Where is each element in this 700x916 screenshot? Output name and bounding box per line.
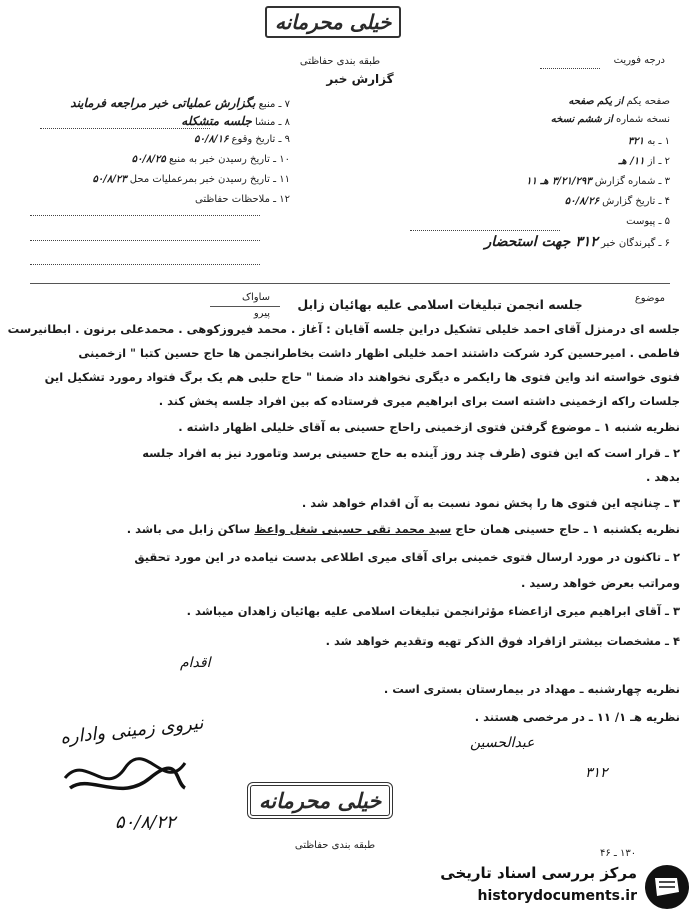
dotline-attachment <box>410 230 560 231</box>
field-received-date: ۱۰ ـ تاریخ رسیدن خبر به منبع ۵۰/۸/۲۵ <box>131 154 290 165</box>
body-line-2: فاطمی . امیرحسین کرد شرکت داشتند احمد خلیلی اظهار داشت بخاطرانجمن ها حاج حسین کتبا " ازخمینی <box>78 346 680 360</box>
subject-text: جلسه انجمن تبلیغات اسلامی علیه بهائیان زابل <box>297 297 583 312</box>
priority-label: درجه فوریت <box>613 55 665 66</box>
subject-side-1: ساواک <box>242 292 270 303</box>
bottom-secret-stamp <box>250 785 390 816</box>
field-source: ۷ ـ منبع بگزارش عملیاتی خبر مراجعه فرمایند <box>70 96 290 110</box>
bottom-stamp-text: خیلی محرمانه <box>259 788 382 813</box>
field-from: ۲ ـ از ۱۱/ هـ <box>618 156 670 167</box>
remark-sunday-2a: ۲ ـ تاکنون در مورد ارسال فتوی خمینی برای آقای میری اطلاعی بدست نیامده در این مورد تحقیق <box>134 550 680 564</box>
remark-saturday-1: نظریه شنبه ۱ ـ موضوع گرفتن فتوی ازخمینی راحاج حسینی به آقای خلیلی اظهار داشته . <box>178 420 680 434</box>
brand-watermark <box>410 862 695 912</box>
field-occurrence-date: ۹ ـ تاریخ وقوع ۵۰/۸/۱۶ <box>194 134 290 145</box>
top-stamp-text: خیلی محرمانه <box>275 10 392 34</box>
dotline-notes-3 <box>30 264 260 265</box>
handwritten-date: ۵۰/۸/۲۲ <box>115 812 176 833</box>
field-attachment: ۵ ـ پیوست <box>626 216 670 227</box>
subject-label: موضوع <box>634 293 665 304</box>
field-received-local-date: ۱۱ ـ تاریخ رسیدن خبر بمرعملیات محل ۵۰/۸/۲۳ <box>92 174 290 185</box>
left-handwritten-note: نیروی زمینی واداره <box>59 712 205 749</box>
footer-classification: طبقه بندی حفاظتی <box>294 840 376 851</box>
report-title: گزارش خبر <box>326 72 394 86</box>
right-signature: عبدالحسین <box>470 735 535 751</box>
brand-logo-icon <box>641 862 693 912</box>
dotline-notes-2 <box>30 240 260 241</box>
brand-url: historydocuments.ir <box>477 888 637 904</box>
dotline-notes-1 <box>30 215 260 216</box>
remark-sunday-4: ۴ ـ مشخصات بیشتر ازافراد فوق الذکر تهیه وتقدیم خواهد شد . <box>325 634 680 648</box>
field-recipients: ۶ ـ گیرندگان خبر ۳۱۲ جهت استحضار <box>484 234 670 250</box>
remark-sunday-1: نظریه یکشنبه ۱ ـ حاج حسینی همان حاج سید محمد تقی حسینی شغل واعظ ساکن زابل می باشد . <box>126 522 680 536</box>
field-copy-number: نسخه شماره از ششم نسخه <box>550 114 670 125</box>
classification-label: طبقه بندی حفاظتی <box>299 56 381 67</box>
header-separator <box>30 283 670 284</box>
remark-sunday-2b: ومراتب بعرض خواهد رسید . <box>521 576 680 590</box>
dotline-origin <box>40 128 210 129</box>
field-report-date: ۴ ـ تاریخ گزارش ۵۰/۸/۲۶ <box>564 196 670 207</box>
remark-sunday-3: ۳ ـ آقای ابراهیم میری ازاعضاء مؤثرانجمن تبلیغات اسلامی علیه بهائیان زاهدان میباشد . <box>186 604 680 618</box>
page-number: ۱۳۰ ـ ۴۶ <box>600 848 637 859</box>
field-to: ۱ ـ به ۳۲۱ <box>627 136 670 147</box>
body-line-3: فتوی خواسته اند واین فتوی ها رایکمر ه دیگری نخواهند داد ضمنا " حاج حلبی هم یک برگ فتواد رمورد تشکیل این <box>44 370 680 384</box>
remark-saturday-2a: ۲ ـ قرار است که این فتوی (ظرف چند روز آینده به حاج حسینی برسد وتامورد نیز به افراد جلسه <box>142 446 680 460</box>
top-secret-stamp <box>265 6 401 38</box>
field-report-number: ۳ ـ شماره گزارش ۳/۲۱/۲۹۳ هـ ۱۱ <box>526 176 670 187</box>
remark-wednesday: نظریه چهارشنبه ـ مهداد در بیمارستان بستری است . <box>383 682 680 696</box>
right-signature-code: ۳۱۲ <box>585 765 608 781</box>
subject-side-divider <box>210 306 280 307</box>
field-origin: ۸ ـ منشا جلسه متشکله <box>181 114 290 128</box>
remark-saturday-3: ۳ ـ چنانچه این فتوی ها را پخش نمود نسبت به آن اقدام خواهد شد . <box>301 496 680 510</box>
body-line-4: جلسات راکه ازخمینی داشته است برای ابراهیم میری فرستاده که بین افراد جلسه پخش کند . <box>158 394 680 408</box>
remark-saturday-2b: بدهد . <box>646 470 680 484</box>
handwritten-note: اقدام <box>180 655 211 671</box>
field-page: صفحه یکم از یکم صفحه <box>568 96 670 107</box>
signature-scribble <box>60 748 190 808</box>
field-security-notes: ۱۲ ـ ملاحظات حفاظتی <box>195 194 290 205</box>
subject-side-2: پیرو <box>253 308 270 319</box>
priority-dotline <box>540 68 600 69</box>
underlined-name: سید محمد تقی حسینی شغل واعظ <box>254 522 452 536</box>
brand-name: مرکز بررسی اسناد تاریخی <box>440 864 637 882</box>
body-line-1: جلسه ای درمنزل آقای احمد خلیلی تشکیل دراین جلسه آقایان : آغاز . محمد فیروزکوهی . محمدعلی برنون . ابطانیرست <box>7 322 680 336</box>
remark-h: نظریه هـ ۱/ ۱۱ ـ در مرخصی هستند . <box>474 710 680 724</box>
